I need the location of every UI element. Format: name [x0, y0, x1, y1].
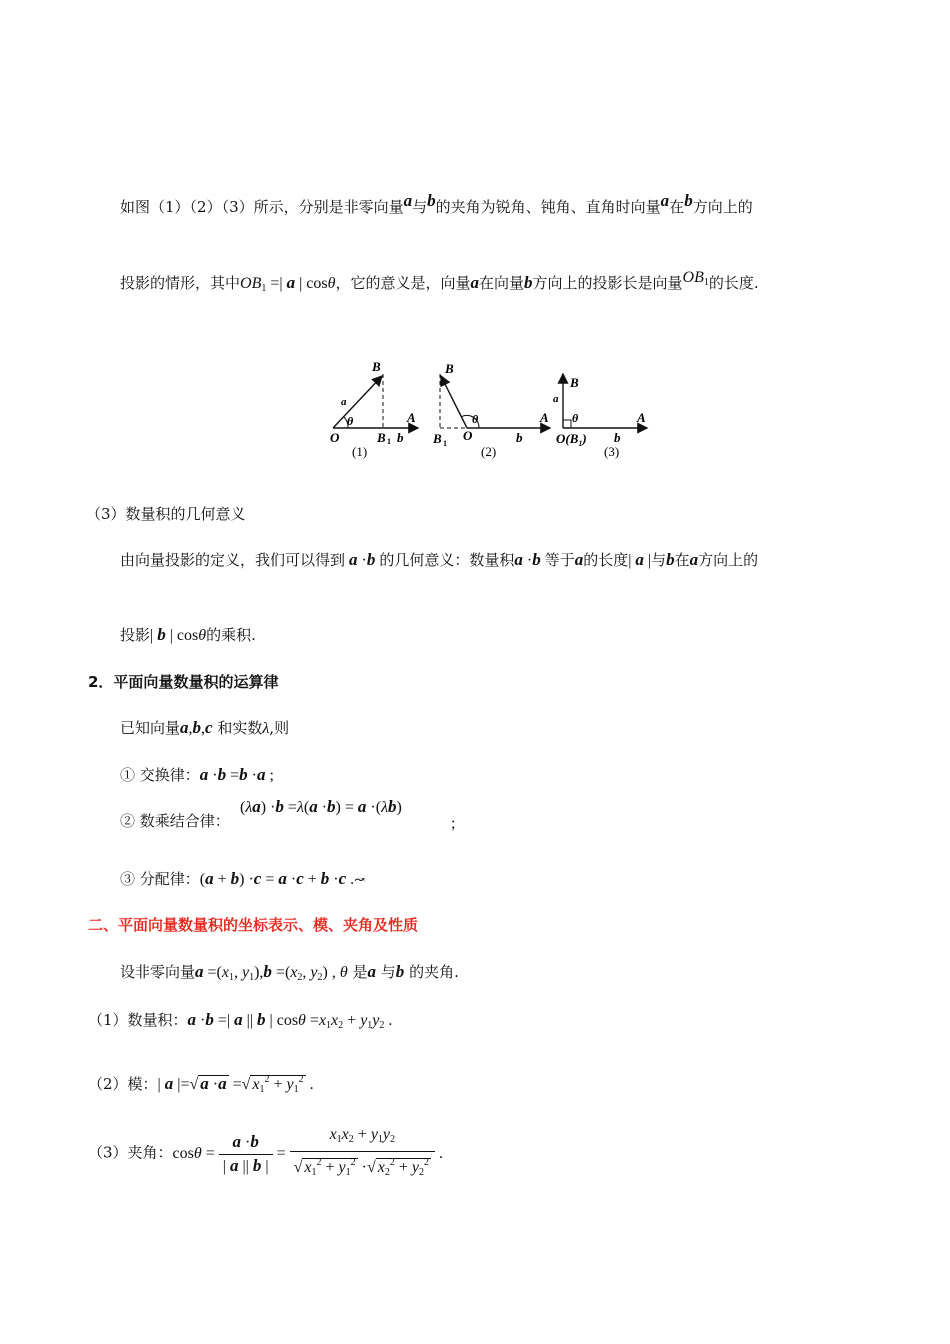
vector-b: b: [427, 191, 436, 210]
text: 的夹角为锐角、钝角、直角时向量: [435, 198, 661, 216]
text: 在: [669, 198, 685, 216]
mark-icon: ↝: [354, 873, 366, 888]
caption: (1): [352, 444, 368, 459]
text: 投影: [120, 626, 151, 644]
text: 投影的情形，其中: [120, 274, 241, 292]
label-b: B: [445, 361, 454, 376]
projection-figures: [0, 350, 950, 490]
text: 的长度: [583, 551, 629, 569]
text: 由向量投影的定义，我们可以得到: [120, 551, 346, 569]
vector-a: a: [403, 191, 413, 210]
text: 与: [380, 963, 396, 981]
label-vec-b: b: [614, 430, 621, 445]
label-theta: θ: [347, 414, 354, 428]
text: 如图（1）（2）（3）所示，分别是非零向量: [120, 198, 404, 216]
laws-heading: 2．平面向量数量积的运算律: [88, 673, 279, 691]
text: 在: [674, 551, 690, 569]
vector-a: a: [660, 191, 670, 210]
text: 方向上的: [692, 198, 753, 216]
label-vec-b: b: [516, 430, 523, 445]
formula-coords: $a =(x_1$, $y_1),b =(x_2$, $y_2$) ,: [195, 962, 340, 983]
vector-b: b: [684, 191, 693, 210]
text: （1）数量积：: [88, 1011, 188, 1029]
coord-dot-product: [88, 1009, 392, 1037]
label-a: A: [637, 410, 646, 425]
text: 在向量: [478, 274, 524, 292]
text: 的几何意义：数量积: [379, 551, 515, 569]
formula-ab: a ·b: [349, 550, 376, 569]
intro-line-1: [120, 191, 753, 218]
text: 与: [412, 198, 428, 216]
label-b1-sub: 1: [443, 439, 447, 448]
label-o-sub: 1: [578, 439, 583, 448]
label-theta: θ: [472, 412, 479, 426]
formula-vectors: a,b,c: [180, 718, 213, 737]
label-a: A: [407, 410, 416, 425]
figure-acute: [330, 359, 418, 459]
formula: | a |=√ a ·a =√ $x_1^2 + y_1^2$ .: [157, 1074, 314, 1095]
text: 的夹角.: [409, 963, 459, 981]
formula-proj: | b | cosθ: [150, 625, 207, 644]
label-b1: B: [377, 430, 386, 445]
intro-line-2: [120, 269, 759, 300]
law-associative: [120, 810, 230, 832]
caption: (3): [604, 444, 620, 459]
figure-obtuse: [432, 361, 550, 459]
law-distributive: [120, 868, 365, 892]
text: 已知向量: [120, 719, 181, 737]
vector-a: a: [689, 550, 699, 569]
text: 的乘积.: [206, 626, 256, 644]
figure-right: [553, 374, 647, 459]
text: ② 数乘结合律：: [120, 812, 230, 830]
text: 与: [651, 551, 667, 569]
geo-line-2: [120, 624, 256, 647]
vector-a: a: [367, 962, 376, 981]
vector-b: b: [395, 962, 405, 981]
label-vec-a: a: [341, 396, 347, 408]
law-scalar-formula: [240, 796, 402, 819]
vector-b: b: [524, 273, 533, 292]
formula: (a + b) ·c = a ·c + b ·c .: [199, 869, 355, 888]
label-o: [556, 431, 587, 448]
label-o: O: [463, 428, 473, 443]
label-b: B: [372, 359, 381, 374]
vector-b: b: [666, 550, 675, 569]
text: 方向上的投影长是向量: [532, 274, 683, 292]
formula: (λa) ·b =λ(a ·b) = a ·(λb): [240, 797, 402, 816]
text: 和实数: [217, 719, 263, 737]
label-o: O: [330, 430, 340, 445]
semicolon: ;: [451, 815, 456, 832]
formula: a ·b =b ·a ;: [199, 765, 274, 784]
text: 等于: [544, 551, 575, 569]
laws-intro: [120, 717, 289, 740]
label-vec-b: b: [397, 430, 404, 445]
coord-modulus: [88, 1069, 314, 1101]
vector-a: a: [470, 273, 479, 292]
text: ，它的意义是，向量: [335, 274, 471, 292]
text: （3）夹角：: [88, 1143, 173, 1162]
geo-title: （3）数量积的几何意义: [86, 505, 246, 523]
label-a: A: [540, 410, 549, 425]
label-vec-a: a: [553, 393, 559, 405]
text: ③ 分配律：: [120, 870, 200, 888]
theta: θ: [339, 964, 348, 981]
text: ,则: [269, 719, 290, 737]
label-theta: θ: [572, 411, 579, 425]
coord-intro: [120, 961, 459, 989]
text: 设非零向量: [120, 963, 196, 981]
vector-a: a: [574, 550, 584, 569]
formula-abs-a: | a |: [628, 550, 652, 569]
label-b1-sub: 1: [387, 437, 391, 446]
label-b1: B: [433, 431, 442, 446]
label-o-text: O(B: [556, 431, 579, 446]
text: 的长度.: [708, 274, 759, 292]
formula-ob1: $OB_1$: [682, 269, 709, 288]
text: 是: [352, 963, 368, 981]
formula-ob1: $OB_1$ =| a | cosθ: [240, 273, 336, 294]
label-b: B: [570, 375, 579, 390]
text: 方向上的: [698, 551, 759, 569]
text: ① 交换律：: [120, 766, 200, 784]
formula: a ·b =| a || b | $\cos\theta =x_1x_2 + y_1y_2$ .: [187, 1010, 393, 1031]
text: （2）模：: [88, 1075, 158, 1093]
lambda: λ: [262, 720, 270, 737]
formula-ab: a ·b: [514, 550, 541, 569]
label-o-close: ): [582, 431, 587, 446]
geo-line-1: [120, 549, 758, 572]
formula: cosθ = $\frac{a \cdot b}{| a || b |}$ = $\frac{x_1x_2 + y_1y_2}{√ x_1^2 + y_1^2 \cdot√ x_2^2 + y_2^2}$ .: [172, 1126, 443, 1178]
coord-heading: 二、平面向量数量积的坐标表示、模、夹角及性质: [88, 916, 419, 934]
caption: (2): [481, 444, 497, 459]
law-commutative: [120, 764, 274, 787]
coord-angle: [88, 1124, 443, 1184]
